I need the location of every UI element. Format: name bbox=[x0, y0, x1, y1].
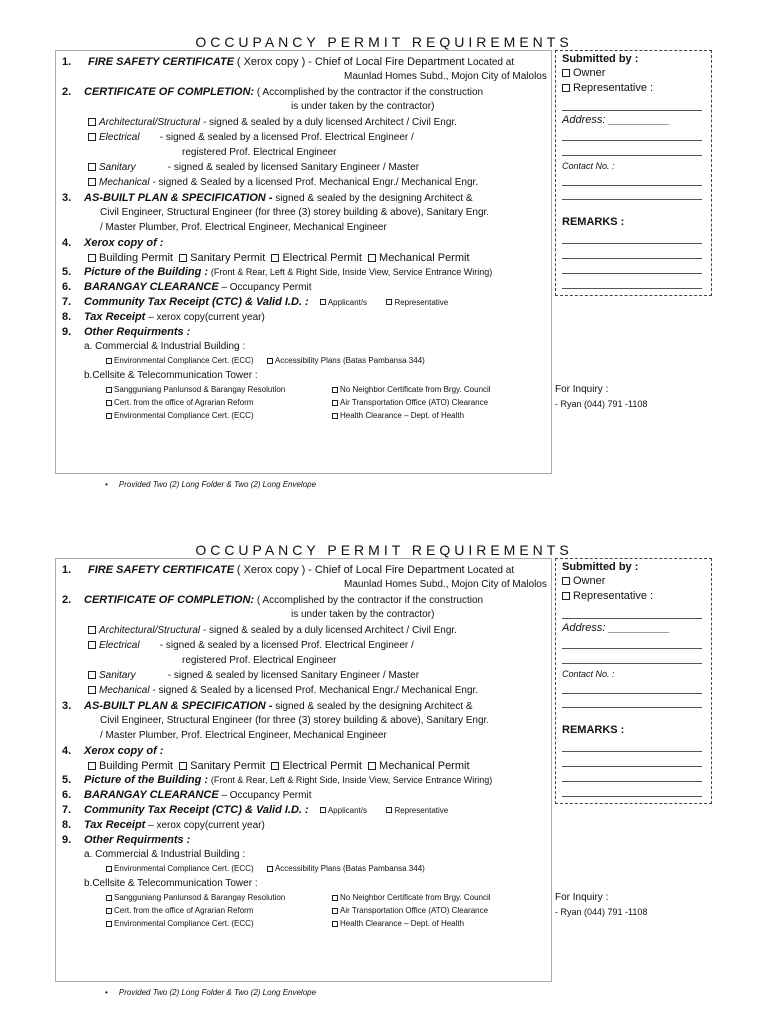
san-desc: - signed & sealed by licensed Sanitary Engineer / Master bbox=[167, 162, 420, 173]
elec-desc: - signed & sealed by a licensed Prof. Electrical Engineer / bbox=[159, 640, 414, 651]
picture-label: Picture of the Building : bbox=[84, 266, 209, 278]
submission-box bbox=[555, 558, 712, 804]
elec-label: Electrical bbox=[99, 640, 140, 651]
checkbox[interactable] bbox=[106, 387, 112, 393]
other-label: Other Requirments : bbox=[84, 326, 191, 338]
item-number: 5. bbox=[62, 266, 72, 278]
submission-box bbox=[555, 50, 712, 296]
checkbox[interactable] bbox=[332, 908, 338, 914]
checkbox[interactable] bbox=[562, 577, 570, 585]
ctc-label: Community Tax Receipt (CTC) & Valid I.D. : bbox=[84, 804, 309, 816]
elec-desc2: registered Prof. Electrical Engineer bbox=[182, 655, 337, 666]
completion-desc: ( Accomplished by the contractor if the construction bbox=[256, 87, 484, 98]
commercial-options bbox=[106, 356, 425, 365]
cellsite-row bbox=[106, 893, 491, 902]
san-item bbox=[88, 162, 419, 173]
item-number: 9. bbox=[62, 834, 72, 846]
blank-line[interactable] bbox=[562, 796, 702, 797]
permit-option: Mechanical Permit bbox=[379, 760, 470, 772]
xerox-label: Xerox copy of : bbox=[84, 745, 164, 757]
san-label: Sanitary bbox=[99, 162, 136, 173]
elec-desc2: registered Prof. Electrical Engineer bbox=[182, 147, 337, 158]
contact-field[interactable]: Contact No. : bbox=[562, 161, 615, 171]
remarks-label: REMARKS : bbox=[562, 216, 625, 228]
fire-safety-loc: Located at bbox=[467, 565, 515, 576]
fire-safety-location: Maunlad Homes Subd., Mojon City of Malolos bbox=[344, 579, 547, 590]
rep-label: Representative : bbox=[573, 82, 654, 94]
permit-option: Electrical Permit bbox=[282, 760, 362, 772]
cellsite-option: Air Transportation Office (ATO) Clearance bbox=[340, 398, 489, 407]
blank-line[interactable] bbox=[562, 110, 702, 111]
item-number: 9. bbox=[62, 326, 72, 338]
inquiry-contact: - Ryan (044) 791 -1108 bbox=[555, 399, 648, 409]
ctc-option: Representative bbox=[394, 298, 449, 307]
rep-option bbox=[562, 82, 653, 94]
item-number: 2. bbox=[62, 86, 72, 98]
cellsite-option: Environmental Compliance Cert. (ECC) bbox=[114, 411, 254, 420]
arch-label: Architectural/Structural - bbox=[99, 625, 207, 636]
owner-label: Owner bbox=[573, 67, 606, 79]
cellsite-row bbox=[106, 919, 464, 928]
checkbox[interactable] bbox=[320, 807, 326, 813]
checkbox[interactable] bbox=[88, 686, 96, 694]
fire-safety-paren: ( Xerox copy ) bbox=[236, 564, 306, 576]
item-number: 1. bbox=[62, 56, 72, 68]
checkbox[interactable] bbox=[332, 895, 338, 901]
inquiry-contact: - Ryan (044) 791 -1108 bbox=[555, 907, 648, 917]
blank-line[interactable] bbox=[562, 693, 702, 694]
commercial-options bbox=[106, 864, 425, 873]
completion-desc: ( Accomplished by the contractor if the construction bbox=[256, 595, 484, 606]
san-label: Sanitary bbox=[99, 670, 136, 681]
blank-line[interactable] bbox=[562, 185, 702, 186]
completion-label: CERTIFICATE OF COMPLETION: bbox=[84, 594, 255, 606]
permit-form bbox=[0, 542, 768, 1012]
checkbox[interactable] bbox=[88, 641, 96, 649]
checkbox[interactable] bbox=[368, 762, 376, 770]
note-text: Provided Two (2) Long Folder & Two (2) Long Envelope bbox=[118, 988, 317, 997]
checkbox[interactable] bbox=[320, 299, 326, 305]
checkbox[interactable] bbox=[332, 413, 338, 419]
blank-line[interactable] bbox=[562, 243, 702, 244]
ecc-option: Environmental Compliance Cert. (ECC) bbox=[114, 864, 254, 873]
elec-desc: - signed & sealed by a licensed Prof. Electrical Engineer / bbox=[159, 132, 414, 143]
checkbox[interactable] bbox=[332, 921, 338, 927]
checkbox[interactable] bbox=[88, 626, 96, 634]
checkbox[interactable] bbox=[106, 866, 112, 872]
checkbox[interactable] bbox=[106, 400, 112, 406]
arch-label: Architectural/Structural - bbox=[99, 117, 207, 128]
checkbox[interactable] bbox=[386, 807, 392, 813]
permit-option: Electrical Permit bbox=[282, 252, 362, 264]
item-number: 5. bbox=[62, 774, 72, 786]
ctc-option: Applicant/s bbox=[327, 806, 367, 815]
blank-line[interactable] bbox=[562, 766, 702, 767]
san-item bbox=[88, 670, 419, 681]
permit-option: Mechanical Permit bbox=[379, 252, 470, 264]
asbuilt-label: AS-BUILT PLAN & SPECIFICATION - bbox=[84, 192, 273, 204]
item-number: 7. bbox=[62, 804, 72, 816]
ctc-option: Applicant/s bbox=[327, 298, 367, 307]
form-title: OCCUPANCY PERMIT REQUIREMENTS bbox=[195, 542, 573, 558]
barangay-desc: – Occupancy Permit bbox=[221, 790, 312, 801]
submitted-label: Submitted by : bbox=[562, 53, 639, 65]
fire-safety-item bbox=[88, 564, 514, 576]
checkbox[interactable] bbox=[332, 387, 338, 393]
item-number: 4. bbox=[62, 745, 72, 757]
checkbox[interactable] bbox=[562, 592, 570, 600]
blank-line[interactable] bbox=[562, 288, 702, 289]
checkbox[interactable] bbox=[88, 762, 96, 770]
checkbox[interactable] bbox=[88, 163, 96, 171]
cellsite-row bbox=[106, 906, 488, 915]
requirements-box bbox=[55, 558, 552, 982]
barangay-label: BARANGAY CLEARANCE bbox=[84, 789, 219, 801]
contact-field[interactable]: Contact No. : bbox=[562, 669, 615, 679]
permit-form bbox=[0, 34, 768, 504]
arch-desc: signed & sealed by a duly licensed Architect / Civil Engr. bbox=[209, 117, 457, 128]
barangay-label: BARANGAY CLEARANCE bbox=[84, 281, 219, 293]
fire-safety-location: Maunlad Homes Subd., Mojon City of Malolos bbox=[344, 71, 547, 82]
fire-safety-paren: ( Xerox copy ) bbox=[236, 56, 306, 68]
mech-item bbox=[88, 177, 478, 188]
checkbox[interactable] bbox=[106, 895, 112, 901]
cellsite-label: b.Cellsite & Telecommunication Tower : bbox=[84, 878, 258, 889]
commercial-label: a. Commercial & Industrial Building : bbox=[84, 849, 246, 860]
barangay-desc: – Occupancy Permit bbox=[221, 282, 312, 293]
picture-desc: (Front & Rear, Left & Right Side, Inside View, Service Entrance Wiring) bbox=[210, 775, 493, 785]
cellsite-label: b.Cellsite & Telecommunication Tower : bbox=[84, 370, 258, 381]
tax-label: Tax Receipt bbox=[84, 819, 146, 831]
cellsite-option: Health Clearance – Dept. of Health bbox=[340, 919, 465, 928]
arch-item bbox=[88, 117, 457, 128]
fire-safety-desc: - Chief of Local Fire Department bbox=[308, 56, 465, 68]
blank-line[interactable] bbox=[562, 258, 702, 259]
ctc-label: Community Tax Receipt (CTC) & Valid I.D. : bbox=[84, 296, 309, 308]
blank-line[interactable] bbox=[562, 199, 702, 200]
arch-desc: signed & sealed by a duly licensed Architect / Civil Engr. bbox=[209, 625, 457, 636]
remarks-label: REMARKS : bbox=[562, 724, 625, 736]
item-number: 8. bbox=[62, 311, 72, 323]
cellsite-option: No Neighbor Certificate from Brgy. Council bbox=[340, 893, 491, 902]
permit-option: Sanitary Permit bbox=[190, 760, 266, 772]
item-number: 6. bbox=[62, 789, 72, 801]
xerox-label: Xerox copy of : bbox=[84, 237, 164, 249]
cellsite-option: Air Transportation Office (ATO) Clearance bbox=[340, 906, 489, 915]
tax-desc: – xerox copy(current year) bbox=[148, 312, 265, 323]
elec-item bbox=[88, 132, 414, 143]
asbuilt-desc2: Civil Engineer, Structural Engineer (for three (3) storey building & above), Sanitary Engr. bbox=[100, 715, 490, 726]
fire-safety-desc: - Chief of Local Fire Department bbox=[308, 564, 465, 576]
permit-options bbox=[88, 760, 470, 772]
fire-safety-label: FIRE SAFETY CERTIFICATE bbox=[88, 56, 235, 68]
item-number: 8. bbox=[62, 819, 72, 831]
address-field[interactable]: Address: __________ bbox=[562, 114, 670, 126]
arch-item bbox=[88, 625, 457, 636]
checkbox[interactable] bbox=[267, 866, 273, 872]
item-number: 4. bbox=[62, 237, 72, 249]
item-number: 3. bbox=[62, 192, 72, 204]
blank-line[interactable] bbox=[562, 648, 702, 649]
asbuilt-desc2: Civil Engineer, Structural Engineer (for three (3) storey building & above), Sanitary Engr. bbox=[100, 207, 490, 218]
checkbox[interactable] bbox=[271, 254, 279, 262]
cellsite-option: Cert. from the office of Agrarian Reform bbox=[114, 398, 254, 407]
submitted-label: Submitted by : bbox=[562, 561, 639, 573]
access-option: Accessibility Plans (Batas Pambansa 344) bbox=[274, 356, 425, 365]
ctc-option: Representative bbox=[394, 806, 449, 815]
checkbox[interactable] bbox=[271, 762, 279, 770]
blank-line[interactable] bbox=[562, 751, 702, 752]
mech-label: Mechanical - bbox=[99, 177, 156, 188]
cellsite-option: Cert. from the office of Agrarian Reform bbox=[114, 906, 254, 915]
cellsite-row bbox=[106, 411, 464, 420]
checkbox[interactable] bbox=[88, 178, 96, 186]
ecc-option: Environmental Compliance Cert. (ECC) bbox=[114, 356, 254, 365]
note: • Provided Two (2) Long Folder & Two (2) Long Envelope bbox=[105, 988, 317, 997]
other-label: Other Requirments : bbox=[84, 834, 191, 846]
owner-label: Owner bbox=[573, 575, 606, 587]
cellsite-row bbox=[106, 385, 491, 394]
completion-label: CERTIFICATE OF COMPLETION: bbox=[84, 86, 255, 98]
item-number: 6. bbox=[62, 281, 72, 293]
owner-option bbox=[562, 575, 605, 587]
cellsite-option: No Neighbor Certificate from Brgy. Council bbox=[340, 385, 491, 394]
checkbox[interactable] bbox=[88, 254, 96, 262]
tax-label: Tax Receipt bbox=[84, 311, 146, 323]
mech-label: Mechanical - bbox=[99, 685, 156, 696]
fire-safety-loc: Located at bbox=[467, 57, 515, 68]
address-field[interactable]: Address: __________ bbox=[562, 622, 670, 634]
rep-option bbox=[562, 590, 653, 602]
owner-option bbox=[562, 67, 605, 79]
checkbox[interactable] bbox=[88, 133, 96, 141]
item-number: 2. bbox=[62, 594, 72, 606]
item-number: 3. bbox=[62, 700, 72, 712]
blank-line[interactable] bbox=[562, 140, 702, 141]
mech-desc: signed & Sealed by a licensed Prof. Mechanical Engr./ Mechanical Engr. bbox=[158, 177, 479, 188]
cellsite-option: Sangguniang Panlunsod & Barangay Resolution bbox=[114, 385, 286, 394]
form-title: OCCUPANCY PERMIT REQUIREMENTS bbox=[195, 34, 573, 50]
completion-desc2: is under taken by the contractor) bbox=[291, 609, 435, 620]
san-desc: - signed & sealed by licensed Sanitary Engineer / Master bbox=[167, 670, 420, 681]
cellsite-option: Sangguniang Panlunsod & Barangay Resolution bbox=[114, 893, 286, 902]
checkbox[interactable] bbox=[386, 299, 392, 305]
rep-label: Representative : bbox=[573, 590, 654, 602]
blank-line[interactable] bbox=[562, 781, 702, 782]
cellsite-row bbox=[106, 398, 488, 407]
access-option: Accessibility Plans (Batas Pambansa 344) bbox=[274, 864, 425, 873]
note: • Provided Two (2) Long Folder & Two (2) Long Envelope bbox=[105, 480, 317, 489]
checkbox[interactable] bbox=[106, 358, 112, 364]
checkbox[interactable] bbox=[179, 762, 187, 770]
checkbox[interactable] bbox=[88, 118, 96, 126]
checkbox[interactable] bbox=[179, 254, 187, 262]
inquiry-label: For Inquiry : bbox=[555, 384, 609, 395]
permit-option: Building Permit bbox=[99, 252, 173, 264]
checkbox[interactable] bbox=[368, 254, 376, 262]
checkbox[interactable] bbox=[562, 69, 570, 77]
commercial-label: a. Commercial & Industrial Building : bbox=[84, 341, 246, 352]
permit-option: Building Permit bbox=[99, 760, 173, 772]
checkbox[interactable] bbox=[106, 413, 112, 419]
inquiry-label: For Inquiry : bbox=[555, 892, 609, 903]
asbuilt-desc: signed & sealed by the designing Architect & bbox=[275, 701, 473, 712]
blank-line[interactable] bbox=[562, 663, 702, 664]
picture-label: Picture of the Building : bbox=[84, 774, 209, 786]
checkbox[interactable] bbox=[106, 908, 112, 914]
blank-line[interactable] bbox=[562, 155, 702, 156]
elec-item bbox=[88, 640, 414, 651]
asbuilt-desc3: / Master Plumber, Prof. Electrical Engineer, Mechanical Engineer bbox=[100, 730, 387, 741]
requirements-box bbox=[55, 50, 552, 474]
permit-option: Sanitary Permit bbox=[190, 252, 266, 264]
permit-options bbox=[88, 252, 470, 264]
checkbox[interactable] bbox=[562, 84, 570, 92]
completion-desc2: is under taken by the contractor) bbox=[291, 101, 435, 112]
asbuilt-label: AS-BUILT PLAN & SPECIFICATION - bbox=[84, 700, 273, 712]
blank-line[interactable] bbox=[562, 273, 702, 274]
item-number: 7. bbox=[62, 296, 72, 308]
item-number: 1. bbox=[62, 564, 72, 576]
cellsite-option: Health Clearance – Dept. of Health bbox=[340, 411, 465, 420]
blank-line[interactable] bbox=[562, 618, 702, 619]
tax-desc: – xerox copy(current year) bbox=[148, 820, 265, 831]
checkbox[interactable] bbox=[267, 358, 273, 364]
asbuilt-desc: signed & sealed by the designing Architect & bbox=[275, 193, 473, 204]
checkbox[interactable] bbox=[88, 671, 96, 679]
checkbox[interactable] bbox=[332, 400, 338, 406]
cellsite-option: Environmental Compliance Cert. (ECC) bbox=[114, 919, 254, 928]
checkbox[interactable] bbox=[106, 921, 112, 927]
mech-desc: signed & Sealed by a licensed Prof. Mechanical Engr./ Mechanical Engr. bbox=[158, 685, 479, 696]
picture-desc: (Front & Rear, Left & Right Side, Inside View, Service Entrance Wiring) bbox=[210, 267, 493, 277]
note-text: Provided Two (2) Long Folder & Two (2) Long Envelope bbox=[118, 480, 317, 489]
fire-safety-label: FIRE SAFETY CERTIFICATE bbox=[88, 564, 235, 576]
fire-safety-item bbox=[88, 56, 514, 68]
asbuilt-desc3: / Master Plumber, Prof. Electrical Engineer, Mechanical Engineer bbox=[100, 222, 387, 233]
mech-item bbox=[88, 685, 478, 696]
elec-label: Electrical bbox=[99, 132, 140, 143]
blank-line[interactable] bbox=[562, 707, 702, 708]
